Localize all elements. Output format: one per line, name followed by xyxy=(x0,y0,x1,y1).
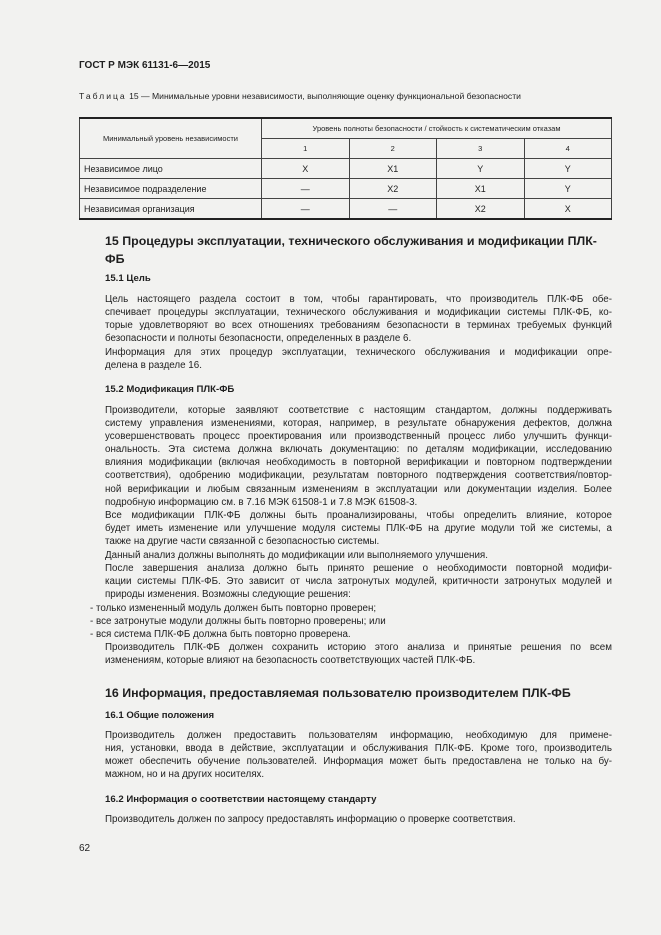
table-caption-text: 15 — Минимальные уровни независимости, выполняющие оценку функциональной безопасности xyxy=(129,91,521,101)
text-line: делена в разделе 16. xyxy=(105,360,202,372)
text-line: Производитель должен предоставить пользователям информацию, необходимую для примене- xyxy=(105,730,612,741)
table-caption-label: Таблица xyxy=(79,91,127,101)
text-line: безопасности и полноты безопасности, определенных в разделе 6. xyxy=(105,333,412,345)
text-line: будет иметь изменение или улучшение модуля системы ПЛК-ФБ на другие модули той же системы, а xyxy=(105,523,612,535)
group-header: Уровень полноты безопасности / стойкость к систематическим отказам xyxy=(262,118,612,139)
independence-table xyxy=(79,117,612,220)
table-row xyxy=(80,199,612,220)
text-line: соответствия), одобрению модификации, результатам повторного подтверждения соответствия/повтор- xyxy=(105,470,612,482)
row-label: Независимое лицо xyxy=(80,159,262,179)
text-line: спечивает процедуры эксплуатации, технического обслуживания и модификации системы ПЛК-ФБ, ко- xyxy=(105,307,612,319)
table-cell: X xyxy=(262,159,350,179)
text-line: Производители, которые заявляют соответствие с настоящим стандартом, должны поддерживать xyxy=(105,405,612,416)
table-caption xyxy=(79,91,521,101)
text-line: Данный анализ должны выполнять до модификации или выполняемого улучшения. xyxy=(105,550,488,561)
text-line: влияния модификации (включая необходимость в повторной верификации и повторном подтверждении xyxy=(105,457,612,469)
text-line: Производитель ПЛК-ФБ должен сохранить историю этого анализа и принятые решения по всем xyxy=(105,642,612,653)
level-header: 3 xyxy=(437,139,525,159)
text-line: Цель настоящего раздела состоит в том, чтобы гарантировать, что производитель ПЛК-ФБ обе- xyxy=(105,294,612,305)
table-cell: X xyxy=(524,199,612,220)
table-cell: X2 xyxy=(349,179,437,199)
text-line: Все модификации ПЛК-ФБ должны быть проанализированы, чтобы определить влияние, которое xyxy=(105,510,612,521)
text-line: изменениям, которые влияют на безопасность соответствующих частей ПЛК-ФБ. xyxy=(105,655,476,667)
text-line: После завершения анализа должно быть принято решение о необходимости повторной модифи- xyxy=(105,563,612,574)
standard-designation: ГОСТ Р МЭК 61131-6—2015 xyxy=(79,60,211,71)
section-15-1-title: 15.1 Цель xyxy=(105,273,151,284)
table-header-row xyxy=(80,118,612,139)
table-cell: X1 xyxy=(349,159,437,179)
level-header: 4 xyxy=(524,139,612,159)
paragraph xyxy=(79,404,612,509)
text-line: Информация для этих процедур эксплуатации, технического обслуживания и модификации опре- xyxy=(105,347,612,358)
paragraph xyxy=(79,509,612,548)
page-number: 62 xyxy=(79,843,91,854)
section-16-2-title: 16.2 Информация о соответствии настоящему стандарту xyxy=(105,794,377,805)
paragraph xyxy=(79,729,612,781)
table-cell: — xyxy=(349,199,437,220)
text-line: подробную информацию см. в 7.16 МЭК 61508-1 и 7.8 МЭК 61508-3. xyxy=(105,496,418,508)
table-cell: X1 xyxy=(437,179,525,199)
text-line: ной верификации и любым связанным изменениям в эксплуатации или документации изделия. Более xyxy=(105,483,612,495)
text-line: ния, установки, ввода в действие, эксплуатации и обслуживания ПЛК-ФБ. Кроме того, производитель xyxy=(105,743,612,755)
section-16-title: 16 Информация, предоставляемая пользователю производителем ПЛК-ФБ xyxy=(105,686,571,700)
text-line: усовершенствовать процесс проектирования или производственный процесс либо улучшить функци- xyxy=(105,431,612,443)
paragraph xyxy=(79,813,612,826)
list-item: - вся система ПЛК-ФБ должна быть повторно проверена. xyxy=(90,629,351,641)
table-cell: Y xyxy=(524,159,612,179)
text-line: систему управления изменениями, которая, например, в результате обнаружения дефектов, должна xyxy=(105,418,612,430)
text-line: природы изменения. Возможны следующие решения: xyxy=(105,589,351,601)
text-line: также на другие части связанной с безопасностью системы. xyxy=(105,536,380,548)
table-cell: — xyxy=(262,179,350,199)
row-label: Независимая организация xyxy=(80,199,262,220)
paragraph xyxy=(79,562,612,601)
text-line: кации системы ПЛК-ФБ. Это зависит от числа затронутых модулей, критичности затронутых модулей и xyxy=(105,576,612,588)
min-level-header: Минимальный уровень независимости xyxy=(80,118,262,159)
row-label: Независимое подразделение xyxy=(80,179,262,199)
table-row xyxy=(80,179,612,199)
table-cell: X2 xyxy=(437,199,525,220)
paragraph xyxy=(79,346,612,372)
section-15-title: 15 Процедуры эксплуатации, технического обслуживания и модификации ПЛК-ФБ xyxy=(105,234,597,266)
level-header: 2 xyxy=(349,139,437,159)
paragraph xyxy=(79,293,612,345)
section-15-2-title: 15.2 Модификация ПЛК-ФБ xyxy=(105,384,235,395)
text-line: торые удовлетворяют во всех отношениях требованиям безопасности в терминах требуемых функций xyxy=(105,320,612,332)
text-line: может обеспечить обучение пользователей. Информация может быть предоставлена не только на бу- xyxy=(105,756,612,768)
table-cell: Y xyxy=(437,159,525,179)
decision-list xyxy=(90,602,386,641)
text-line: мажном, но и на других носителях. xyxy=(105,769,265,781)
list-item: - только измененный модуль должен быть повторно проверен; xyxy=(90,603,377,614)
paragraph xyxy=(79,549,612,562)
paragraph xyxy=(79,641,612,667)
table-row xyxy=(80,159,612,179)
table-cell: Y xyxy=(524,179,612,199)
section-16-1-title: 16.1 Общие положения xyxy=(105,710,215,721)
text-line: Производитель должен по запросу предоставлять информацию о проверке соответствия. xyxy=(105,814,516,825)
text-line: ональность. Эта система должна включать документацию: по деталям модификации, исследованию xyxy=(105,444,612,456)
table-cell: — xyxy=(262,199,350,220)
level-header: 1 xyxy=(262,139,350,159)
list-item: - все затронутые модули должны быть повторно проверены; или xyxy=(90,616,386,628)
